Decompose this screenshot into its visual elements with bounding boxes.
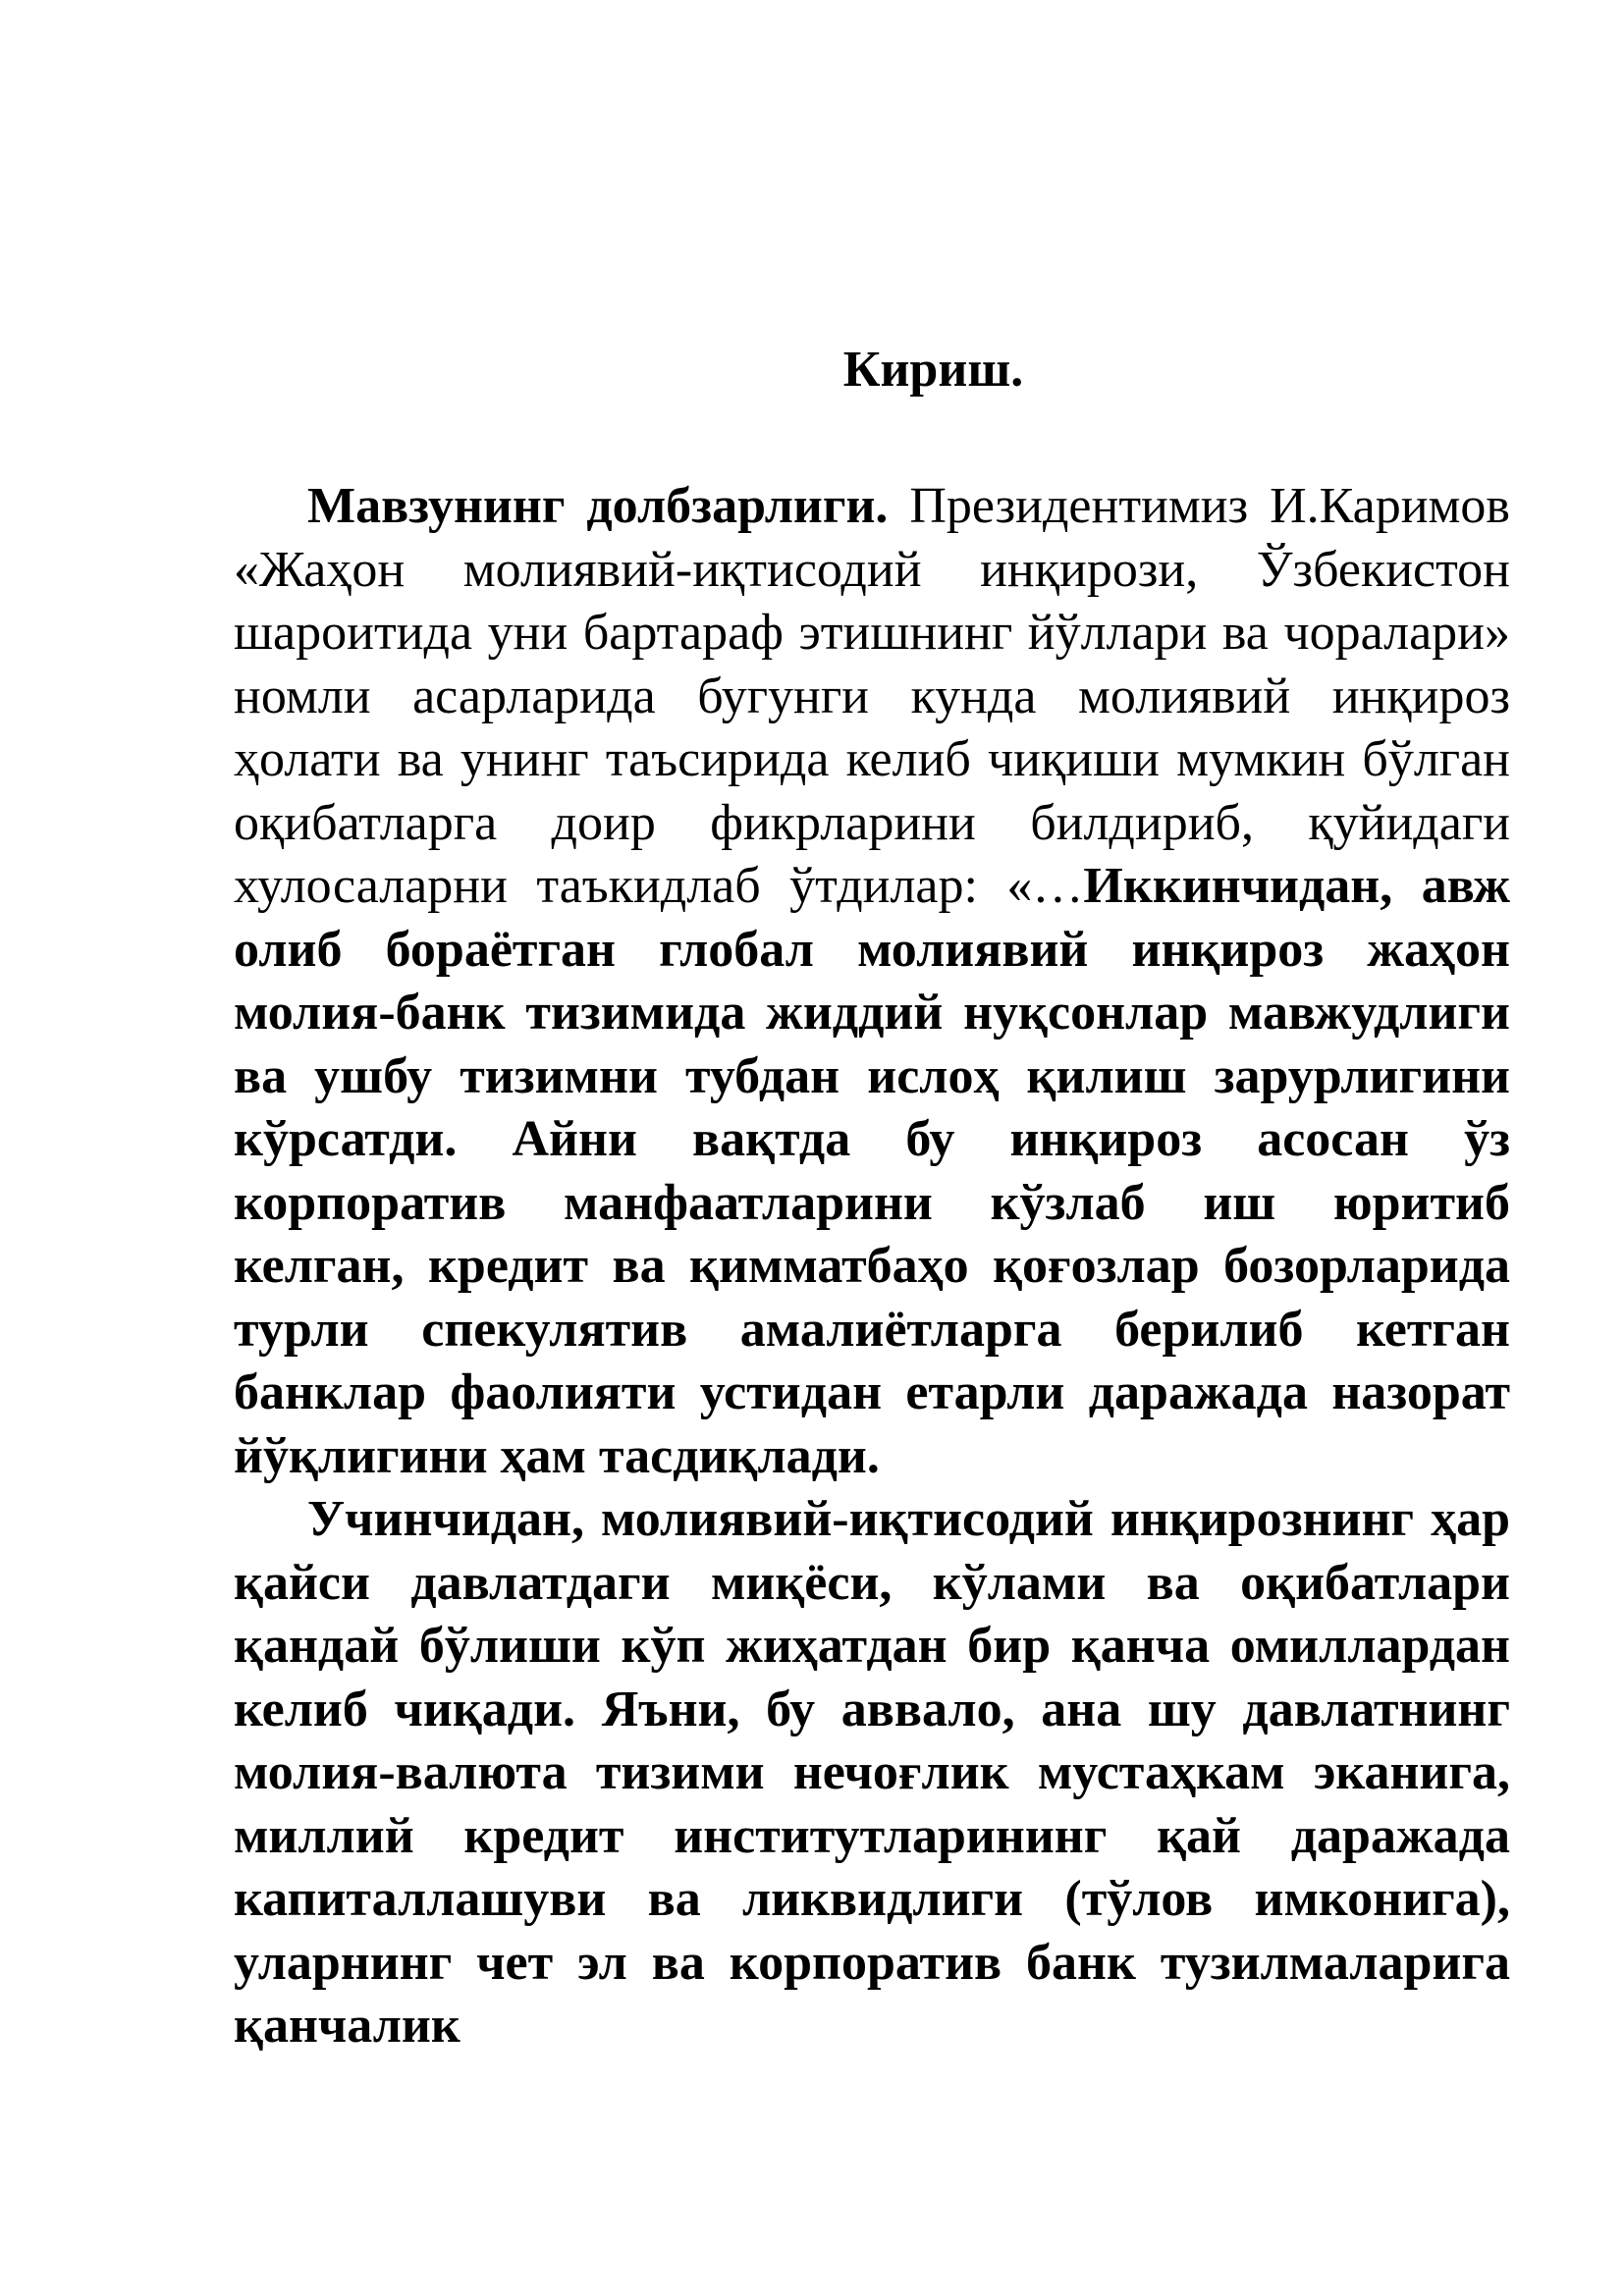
paragraph-lead-bold: Мавзунинг долбзарлиги. [307, 478, 889, 534]
section-heading: Кириш. [842, 342, 1024, 398]
paragraph-text: Президентимиз И.Каримов «Жаҳон молиявий-иқтисодий инқирози, Ўзбекистон шароитида уни бартараф этишнинг йўллари ва чоралари» номли асарларида бугунги кунда молиявий инқироз ҳолати ва унинг таъсирида келиб чиқиши мумкин бўлган оқибатларга доир фикрларини билдириб, қуйидаги хулосаларни таъкидлаб ўтдилар: «… [234, 478, 1510, 914]
quote-bold-text: Иккинчидан, авж олиб бораётган глобал молиявий инқироз жаҳон молия-банк тизимида жиддий нуқсонлар мавжудлиги ва ушбу тизимни тубдан ислоҳ қилиш зарурлигини кўрсатди. Айни вақтда бу инқироз асосан ўз корпоратив манфаатларини кўзлаб иш юритиб келган, кредит ва қимматбаҳо қоғозлар бозорларида турли спекулятив амалиётларга берилиб кетган банклар фаолияти устидан етарли даражада назорат йўқлигини ҳам тасдиқлади. [234, 858, 1510, 1484]
paragraph-third-point: Учинчидан, молиявий-иқтисодий инқирознинг ҳар қайси давлатдаги миқёси, кўлами ва оқибатлари қандай бўлиши кўп жиҳатдан бир қанча омиллардан келиб чиқади. Яъни, бу аввало, ана шу давлатнинг молия-валюта тизими нечоғлик мустаҳкам эканига, миллий кредит институтларининг қай даражада капиталлашуви ва ликвидлиги (тўлов имконига), уларнинг чет эл ва корпоратив банк тузилмаларига қанчалик [234, 1491, 1510, 2054]
document-page [234, 339, 1510, 2058]
paragraph-relevance [234, 475, 1510, 1488]
